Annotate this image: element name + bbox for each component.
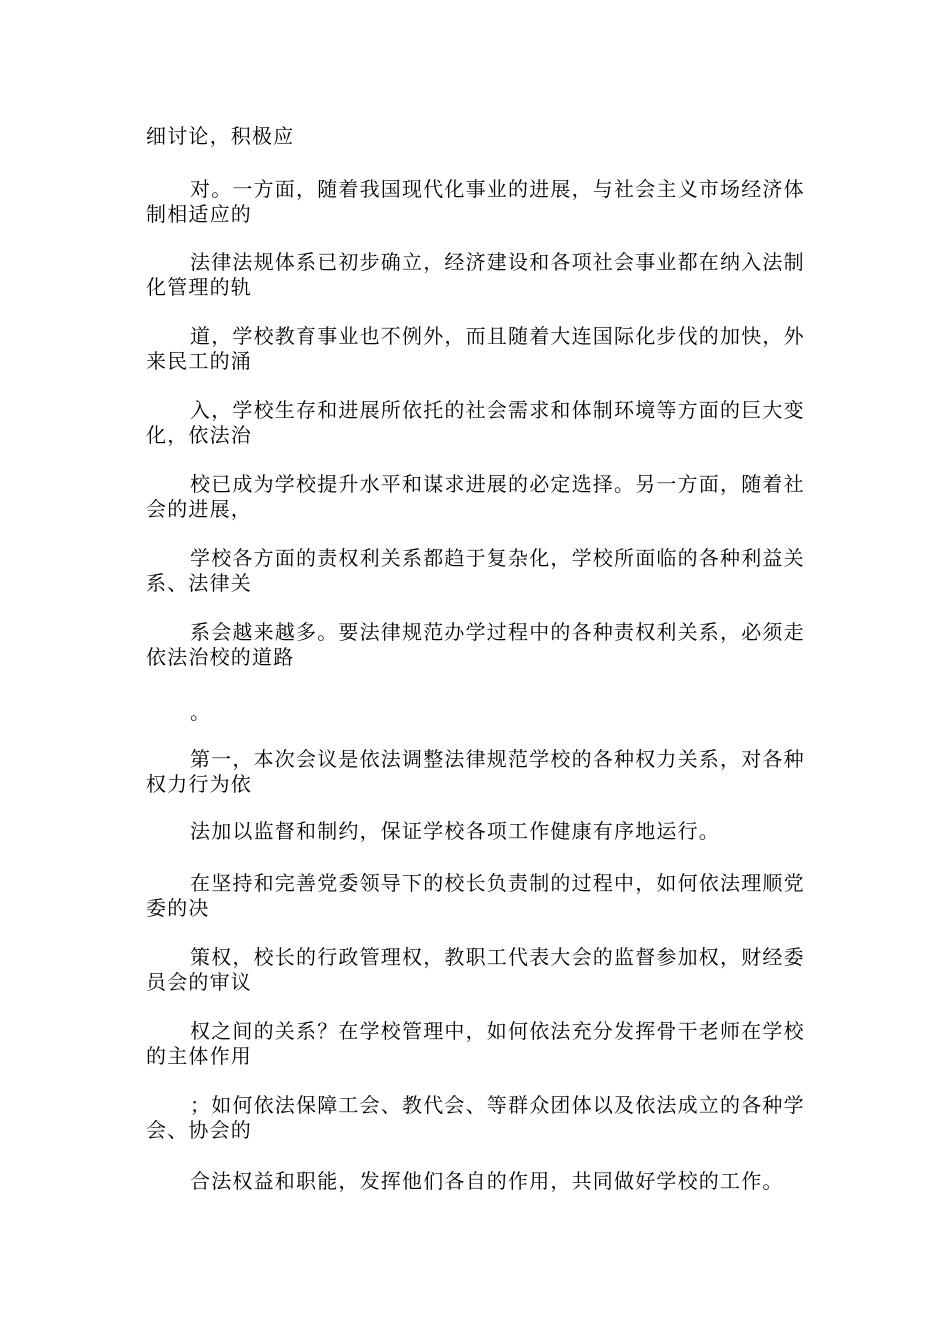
paragraph-12: 在坚持和完善党委领导下的校长负责制的过程中，如何依法理顺党委的决 — [146, 871, 805, 920]
paragraph-13: 策权，校长的行政管理权，教职工代表大会的监督参加权，财经委员会的审议 — [146, 945, 805, 994]
paragraph-8: 系会越来越多。要法律规范办学过程中的各种责权利关系，必须走依法治校的道路 — [146, 620, 805, 669]
paragraph-16: 合法权益和职能，发挥他们各自的作用，共同做好学校的工作。 — [190, 1169, 784, 1193]
paragraph-9: 。 — [190, 700, 212, 724]
paragraph-15: ；如何依法保障工会、教代会、等群众团体以及依法成立的各种学会、协会的 — [146, 1093, 805, 1142]
paragraph-1: 细讨论，积极应 — [146, 124, 295, 148]
paragraph-7: 学校各方面的责权利关系都趋于复杂化，学校所面临的各种利益关系、法律关 — [146, 546, 805, 595]
paragraph-6: 校已成为学校提升水平和谋求进展的必定选择。另一方面，随着社会的进展， — [146, 472, 805, 521]
paragraph-3: 法律法规体系已初步确立，经济建设和各项社会事业都在纳入法制化管理的轨 — [146, 250, 805, 299]
paragraph-10: 第一，本次会议是依法调整法律规范学校的各种权力关系，对各种权力行为依 — [146, 747, 805, 796]
paragraph-4: 道，学校教育事业也不例外，而且随着大连国际化步伐的加快，外来民工的涌 — [146, 324, 805, 373]
paragraph-11: 法加以监督和制约，保证学校各项工作健康有序地运行。 — [190, 819, 720, 843]
paragraph-2: 对。一方面，随着我国现代化事业的进展，与社会主义市场经济体制相适应的 — [146, 177, 805, 226]
paragraph-14: 权之间的关系？在学校管理中，如何依法充分发挥骨干老师在学校的主体作用 — [146, 1019, 805, 1068]
paragraph-5: 入，学校生存和进展所依托的社会需求和体制环境等方面的巨大变化，依法治 — [146, 398, 805, 447]
